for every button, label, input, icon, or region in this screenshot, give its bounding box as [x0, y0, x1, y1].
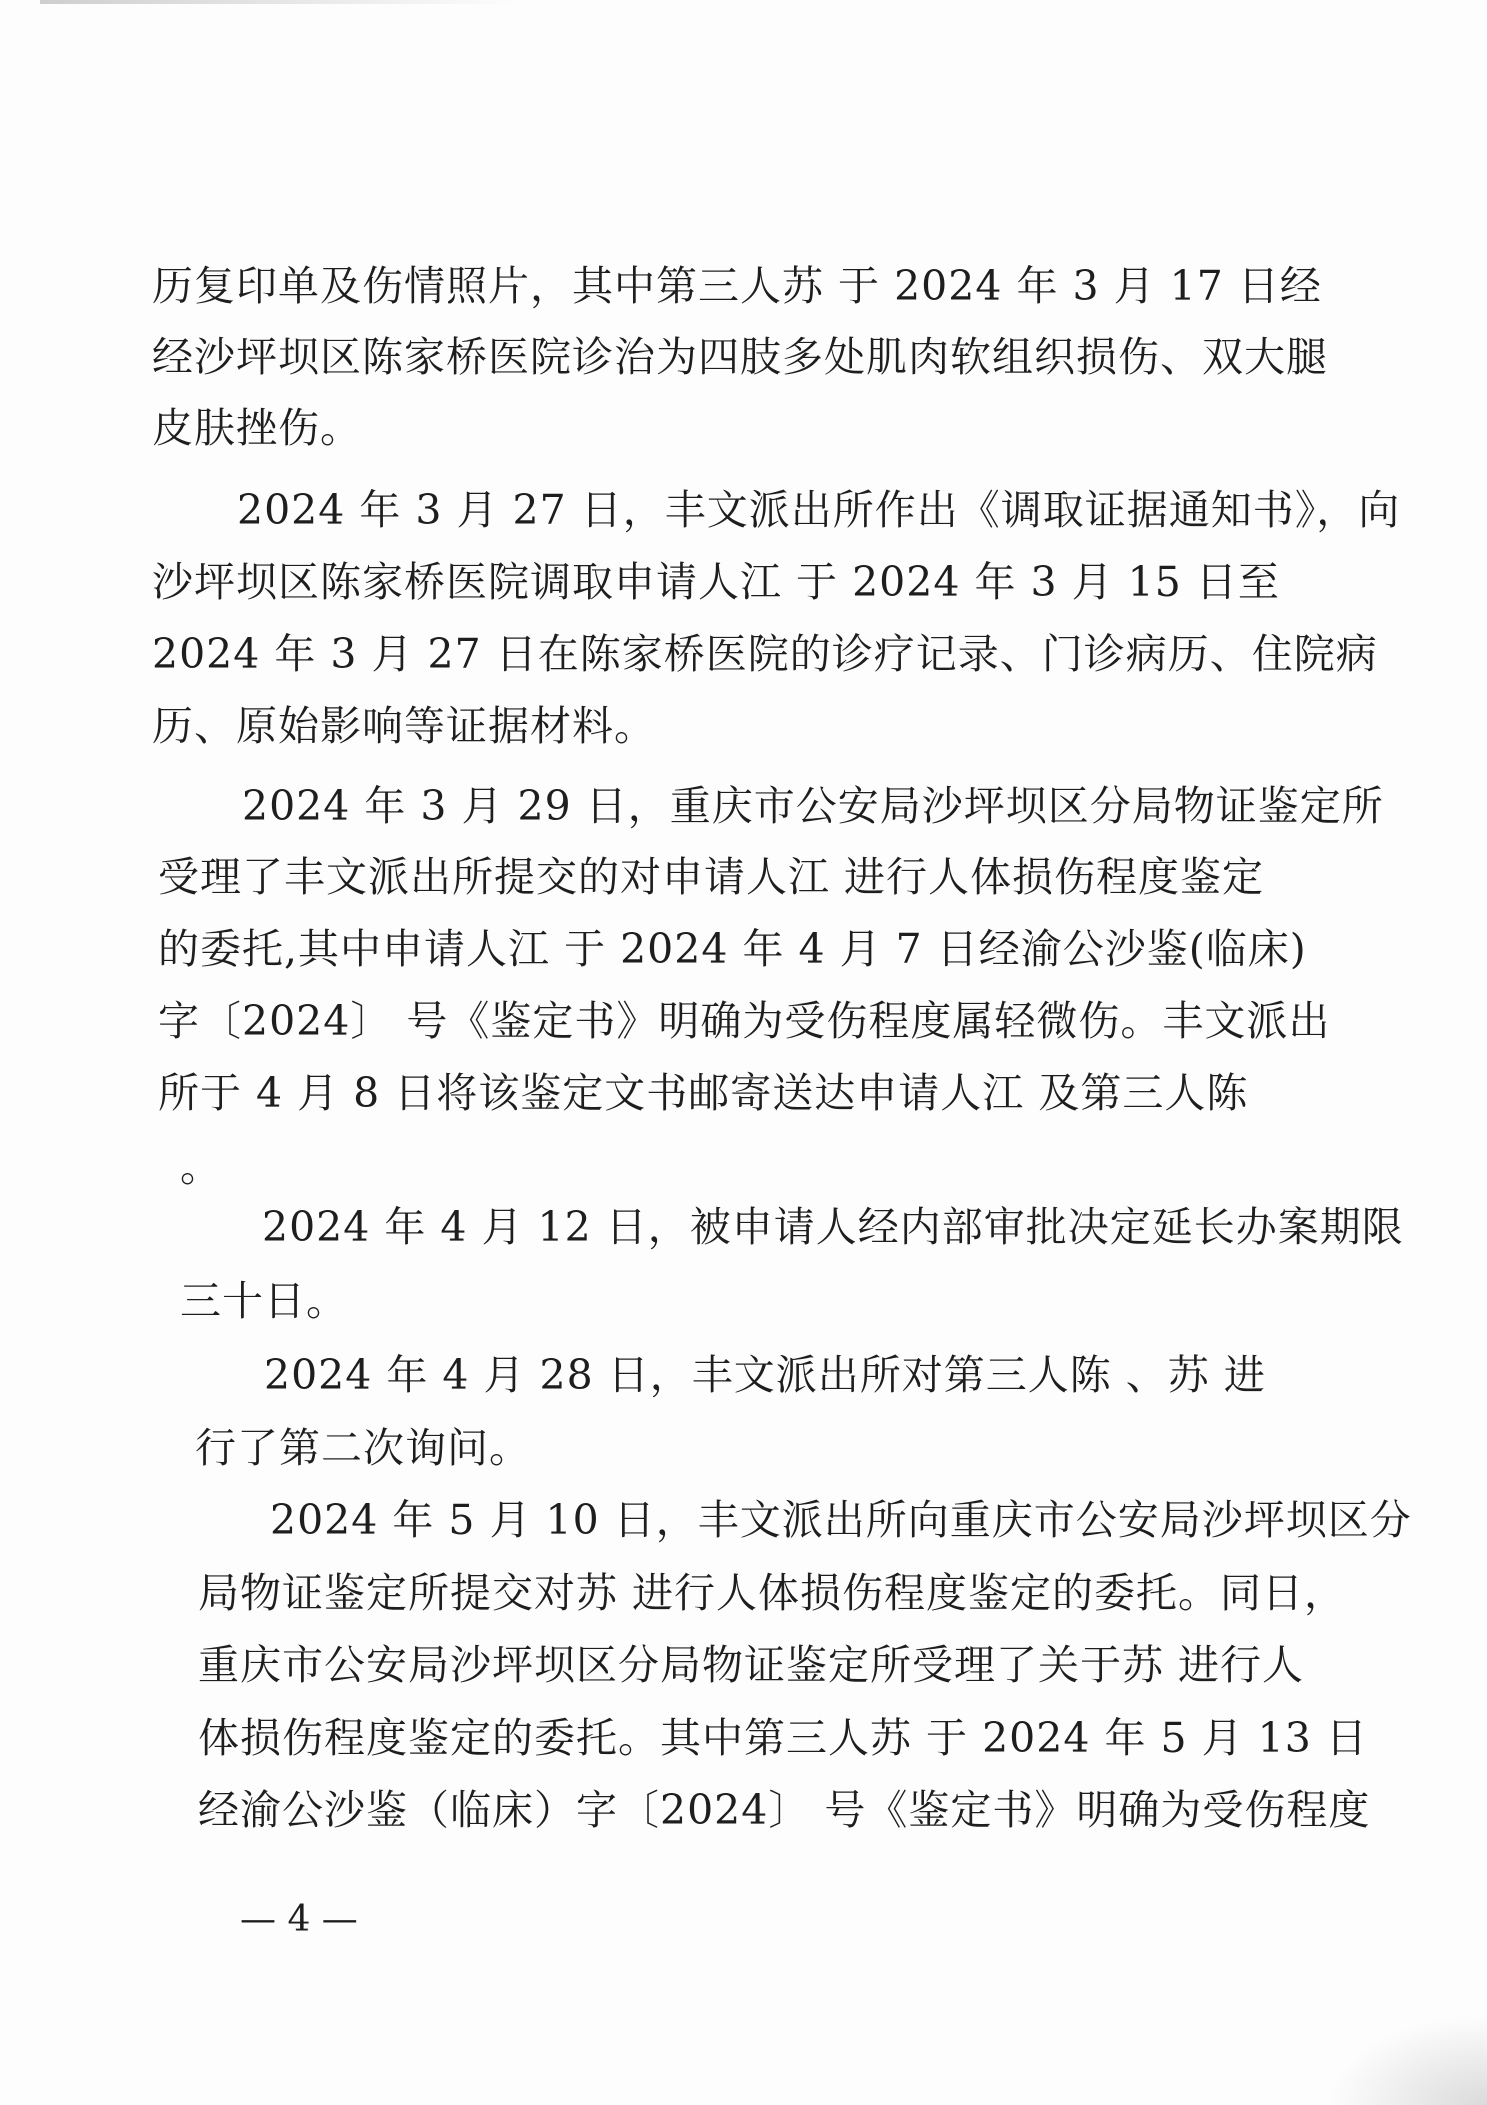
text-line: 经渝公沙鉴（临床）字〔2024〕 号《鉴定书》明确为受伤程度: [198, 1786, 1371, 1834]
scan-top-edge: [40, 0, 520, 4]
scan-corner-shadow: [1327, 2015, 1487, 2105]
text-line: 重庆市公安局沙坪坝区分局物证鉴定所受理了关于苏 进行人: [198, 1641, 1305, 1689]
text-line: 经沙坪坝区陈家桥医院诊治为四肢多处肌肉软组织损伤、双大腿: [152, 333, 1328, 381]
page-number: — 4 —: [240, 1899, 358, 1940]
text-line: 2024 年 5 月 10 日，丰文派出所向重庆市公安局沙坪坝区分: [270, 1496, 1412, 1544]
text-line: 行了第二次询问。: [195, 1424, 531, 1472]
text-line: 所于 4 月 8 日将该鉴定文书邮寄送达申请人江 及第三人陈: [158, 1069, 1249, 1117]
text-line: 三十日。: [180, 1277, 348, 1325]
text-line: 字〔2024〕 号《鉴定书》明确为受伤程度属轻微伤。丰文派出: [158, 997, 1331, 1045]
text-line: 体损伤程度鉴定的委托。其中第三人苏 于 2024 年 5 月 13 日: [198, 1714, 1368, 1762]
text-line: 。: [180, 1143, 222, 1191]
text-line: 皮肤挫伤。: [152, 404, 362, 452]
text-line: 2024 年 3 月 27 日在陈家桥医院的诊疗记录、门诊病历、住院病: [152, 630, 1378, 678]
text-line: 历复印单及伤情照片，其中第三人苏 于 2024 年 3 月 17 日经: [152, 262, 1322, 310]
text-line: 2024 年 3 月 29 日，重庆市公安局沙坪坝区分局物证鉴定所: [242, 782, 1384, 830]
text-line: 受理了丰文派出所提交的对申请人江 进行人体损伤程度鉴定: [158, 853, 1265, 901]
text-line: 局物证鉴定所提交对苏 进行人体损伤程度鉴定的委托。同日，: [198, 1569, 1347, 1617]
text-line: 2024 年 4 月 28 日，丰文派出所对第三人陈 、苏 进: [264, 1351, 1266, 1399]
text-line: 2024 年 3 月 27 日，丰文派出所作出《调取证据通知书》，向: [237, 486, 1401, 534]
text-line: 沙坪坝区陈家桥医院调取申请人江 于 2024 年 3 月 15 日至: [152, 558, 1280, 606]
text-line: 2024 年 4 月 12 日，被申请人经内部审批决定延长办案期限: [262, 1203, 1404, 1251]
text-line: 的委托,其中申请人江 于 2024 年 4 月 7 日经渝公沙鉴(临床): [158, 925, 1307, 973]
text-line: 历、原始影响等证据材料。: [152, 702, 656, 750]
